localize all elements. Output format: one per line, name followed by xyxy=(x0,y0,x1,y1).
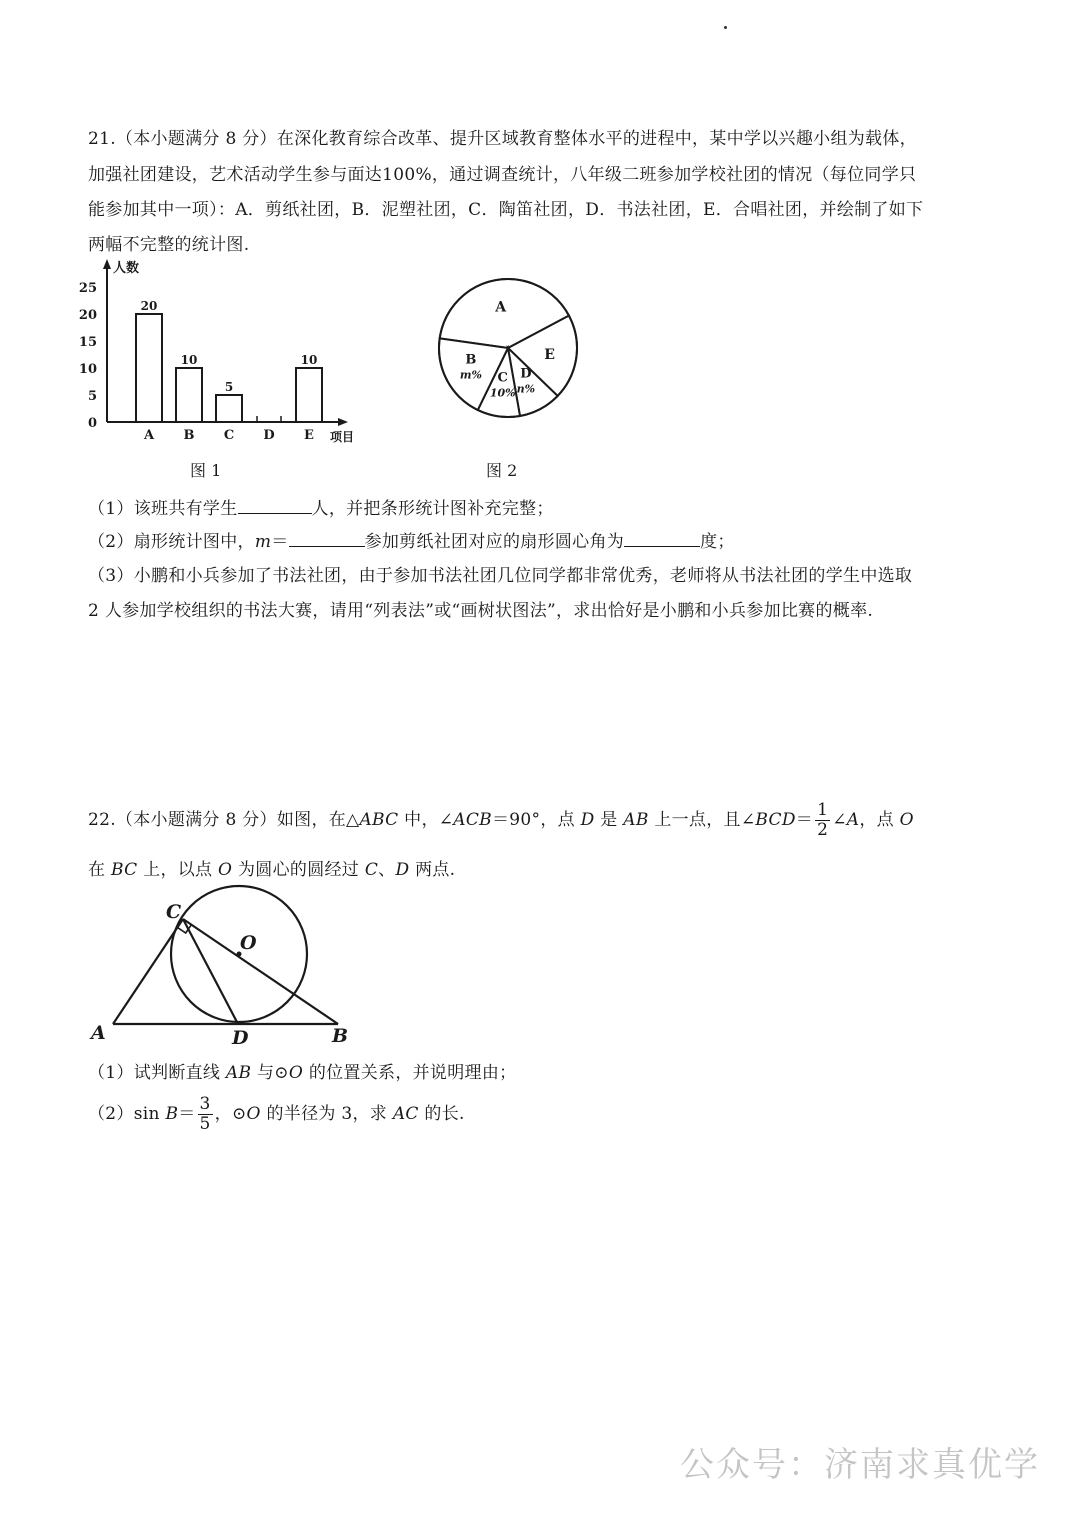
y-tick-label: 20 xyxy=(78,308,97,323)
q22-text: 上一点，且∠ xyxy=(648,810,756,830)
q22-var: B xyxy=(165,1104,179,1124)
label-a: A xyxy=(91,1022,106,1044)
y-tick-label: 10 xyxy=(78,362,97,377)
q21-part2-text-b: 参加剪纸社团对应的扇形圆心角为 xyxy=(364,532,625,552)
bar xyxy=(216,395,242,422)
pie-slice-label: D xyxy=(520,366,532,382)
q22-var: O xyxy=(218,860,233,880)
q22-var: O xyxy=(246,1104,261,1124)
answer-blank-angle[interactable] xyxy=(624,530,700,547)
q22-text: 、 xyxy=(378,860,396,880)
pie-slice-percent: 10% xyxy=(489,386,516,400)
bar xyxy=(136,314,162,422)
q22-text: ∠ xyxy=(832,810,847,830)
q22-var: AB xyxy=(225,1063,252,1083)
q22-text: （1）试判断直线 xyxy=(88,1063,226,1083)
y-tick-label: 0 xyxy=(87,416,97,431)
q22-var: BC xyxy=(111,860,138,880)
pie-slice-percent: m% xyxy=(459,368,482,382)
q22-var: ACB xyxy=(453,810,492,830)
label-o: O xyxy=(240,932,257,954)
q22-line-1 xyxy=(88,800,914,846)
q22-var: ABC xyxy=(359,810,399,830)
q22-var: AB xyxy=(623,810,649,830)
q22-text: 的半径为 3，求 xyxy=(260,1104,393,1124)
geometry-figure xyxy=(88,896,368,1049)
q22-var: O xyxy=(288,1063,304,1083)
pie-slice-label: C xyxy=(497,370,508,386)
q22-text: 中，∠ xyxy=(398,810,454,830)
q22-var: BCD xyxy=(755,810,796,830)
ink-dot xyxy=(724,26,727,29)
q22-text: 为圆心的圆经过 xyxy=(232,860,365,880)
q22-var: A xyxy=(846,810,860,830)
label-c: C xyxy=(166,901,182,923)
q21-line-4: 两幅不完整的统计图. xyxy=(88,235,250,255)
watermark: 公众号：济南求真优学 xyxy=(680,1445,1040,1485)
bar-chart-marks xyxy=(136,299,322,422)
pie-slice-label: E xyxy=(544,346,555,363)
bar-value-label: 10 xyxy=(300,353,318,367)
q21-line-1: 21.（本小题满分 8 分）在深化教育综合改革、提升区域教育整体水平的进程中，某中学以兴趣小组为载体， xyxy=(88,129,917,149)
x-tick-label: E xyxy=(304,428,314,443)
q22-text: ，点 xyxy=(859,810,900,830)
fraction-denominator: 5 xyxy=(199,1114,211,1134)
y-tick-label: 5 xyxy=(87,389,97,404)
q22-text: 的位置关系，并说明理由； xyxy=(303,1063,517,1083)
fraction-numerator: 3 xyxy=(199,1094,211,1114)
q22-var: D xyxy=(395,860,410,880)
q22-text: 22.（本小题满分 8 分）如图，在△ xyxy=(88,810,360,830)
label-d: D xyxy=(232,1027,249,1049)
q21-part2-eq: ＝ xyxy=(271,532,289,552)
q22-part-1 xyxy=(88,1058,516,1083)
bar-value-label: 20 xyxy=(140,299,158,313)
y-axis-label: 人数 xyxy=(113,261,140,276)
q21-part2-text-a: （2）扇形统计图中， xyxy=(88,532,255,552)
pie-chart-marks xyxy=(439,279,577,417)
pie-chart xyxy=(428,268,588,428)
bar-value-label: 10 xyxy=(180,353,198,367)
y-tick-label: 25 xyxy=(78,281,97,296)
pie-slice-label: A xyxy=(495,299,507,316)
label-b: B xyxy=(332,1025,349,1047)
x-tick-label: B xyxy=(183,428,195,443)
x-tick-label: C xyxy=(223,428,235,443)
q21-part-3-line-1: （3）小鹏和小兵参加了书法社团，由于参加书法社团几位同学都非常优秀，老师将从书法社团的学生中选取 xyxy=(88,566,913,586)
x-tick-label: D xyxy=(263,428,275,443)
q21-part1-text-a: （1）该班共有学生 xyxy=(88,499,238,519)
q21-line-3: 能参加其中一项）：A．剪纸社团，B．泥塑社团，C．陶笛社团，D．书法社团，E．合唱社团，并绘制了如下 xyxy=(88,200,924,220)
fraction-denominator: 2 xyxy=(817,820,829,840)
q22-var: D xyxy=(580,810,595,830)
fraction-numerator: 1 xyxy=(817,800,829,820)
bar-value-label: 5 xyxy=(224,380,234,394)
q21-part-2 xyxy=(88,527,735,552)
pie-slice-percent: n% xyxy=(516,382,536,396)
q21-line-2: 加强社团建设，艺术活动学生参与面达100%，通过调查统计，八年级二班参加学校社团的情况（每位同学只 xyxy=(88,165,917,185)
q22-text: ＝ xyxy=(795,810,814,830)
q21-part2-m: m xyxy=(254,532,272,552)
answer-blank-m[interactable] xyxy=(289,530,365,547)
segment-cb xyxy=(183,919,338,1024)
q22-text: ＝ xyxy=(178,1104,196,1124)
x-axis-arrow xyxy=(338,418,348,426)
y-tick-label: 15 xyxy=(78,335,97,350)
q22-var: AC xyxy=(392,1104,419,1124)
q22-text: 上，以点 xyxy=(137,860,219,880)
fraction-three-fifths xyxy=(198,1095,213,1134)
q22-text: ，⊙ xyxy=(214,1104,247,1124)
q21-part-3-line-2: 2 人参加学校组织的书法大赛，请用“列表法”或“画树状图法”，求出恰好是小鹏和小兵参加比赛的概率. xyxy=(88,601,874,621)
y-axis-arrow xyxy=(103,259,111,269)
q22-text: 的长. xyxy=(418,1104,465,1124)
pie-slice-label: B xyxy=(465,352,477,368)
bar xyxy=(296,368,322,422)
q22-text: （2）sin xyxy=(88,1104,166,1124)
q22-text: 两点. xyxy=(409,860,456,880)
q21-part2-text-c: 度； xyxy=(700,532,735,552)
q22-text: 是 xyxy=(594,810,624,830)
fig1-caption: 图 1 xyxy=(190,461,222,480)
q21-part-1 xyxy=(88,494,554,519)
q22-line-2 xyxy=(88,855,455,880)
x-axis-label: 项目 xyxy=(330,430,355,444)
answer-blank-total[interactable] xyxy=(238,497,312,514)
q22-text: 在 xyxy=(88,860,112,880)
q22-var: O xyxy=(899,810,914,830)
q21-part1-text-b: 人，并把条形统计图补充完整； xyxy=(311,499,554,519)
bar xyxy=(176,368,202,422)
q22-var: C xyxy=(364,860,379,880)
fig2-caption: 图 2 xyxy=(486,461,518,480)
q22-part-2 xyxy=(88,1092,465,1140)
x-tick-label: A xyxy=(143,428,155,443)
q22-text: ＝90°，点 xyxy=(491,810,581,830)
bar-chart xyxy=(70,255,370,455)
segment-cd xyxy=(183,919,238,1024)
fraction-one-half xyxy=(815,801,830,840)
q22-text: 与⊙ xyxy=(251,1063,289,1083)
